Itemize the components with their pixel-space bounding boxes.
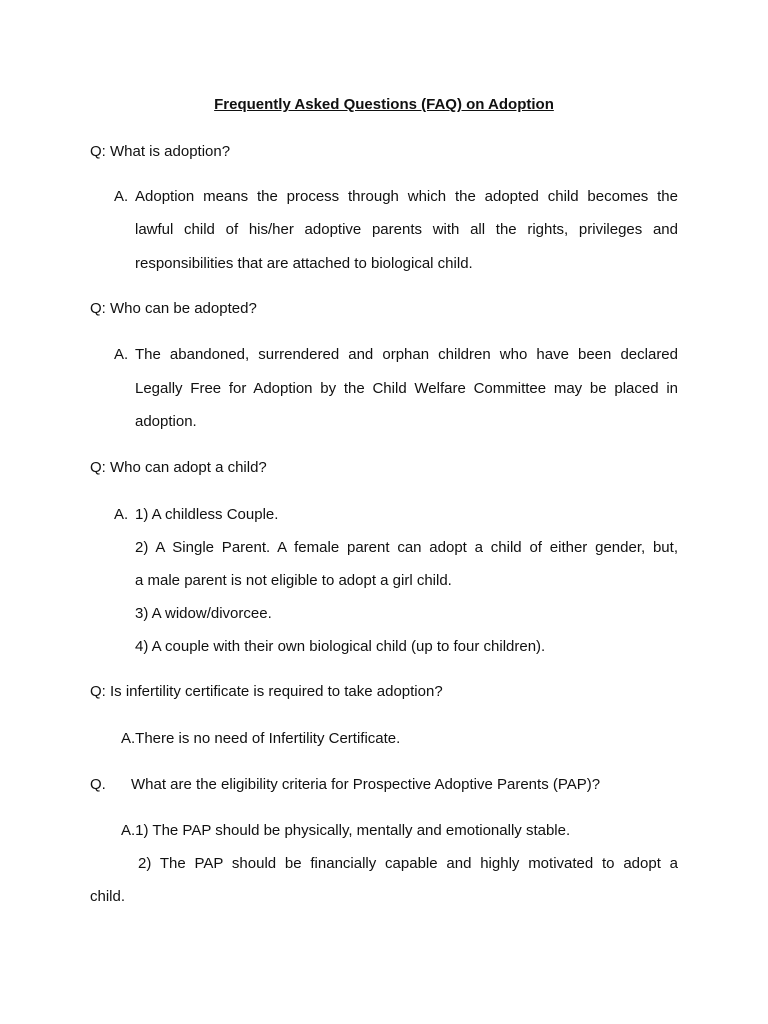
answer-3-item-2-cont: a male parent is not eligible to adopt a girl child. (135, 572, 452, 589)
answer-5-line-2: 2) The PAP should be financially capable and highly motivated to adopt a (138, 855, 678, 872)
answer-3-item-1: 1) A childless Couple. (135, 506, 279, 523)
answer-1-marker: A. (114, 188, 129, 205)
question-5-prefix: Q. (90, 776, 106, 793)
answer-2-line-2: Legally Free for Adoption by the Child Welfare Committee may be placed in (135, 380, 678, 397)
answer-2-line-3: adoption. (135, 413, 197, 430)
answer-1-line-3: responsibilities that are attached to biological child. (135, 255, 473, 272)
question-1: Q: What is adoption? (90, 143, 231, 160)
answer-1-line-2: lawful child of his/her adoptive parents with all the rights, privileges and (135, 221, 678, 238)
answer-3-item-3: 3) A widow/divorcee. (135, 605, 272, 622)
question-4: Q: Is infertility certificate is required to take adoption? (90, 683, 443, 700)
answer-3-item-4: 4) A couple with their own biological child (up to four children). (135, 638, 546, 655)
answer-2-marker: A. (114, 346, 129, 363)
answer-3-marker: A. (114, 506, 129, 523)
answer-2-line-1: The abandoned, surrendered and orphan children who have been declared (135, 346, 678, 363)
answer-4: A.There is no need of Infertility Certificate. (121, 730, 401, 747)
document-title: Frequently Asked Questions (FAQ) on Adoption (214, 96, 554, 113)
question-5: What are the eligibility criteria for Prospective Adoptive Parents (PAP)? (131, 776, 601, 793)
answer-1-line-1: Adoption means the process through which the adopted child becomes the (135, 188, 678, 205)
question-2: Q: Who can be adopted? (90, 300, 257, 317)
answer-5-line-1: A.1) The PAP should be physically, mentally and emotionally stable. (121, 822, 571, 839)
question-3: Q: Who can adopt a child? (90, 459, 267, 476)
answer-3-item-2: 2) A Single Parent. A female parent can adopt a child of either gender, but, (135, 539, 678, 556)
answer-5-line-3: child. (90, 888, 126, 905)
